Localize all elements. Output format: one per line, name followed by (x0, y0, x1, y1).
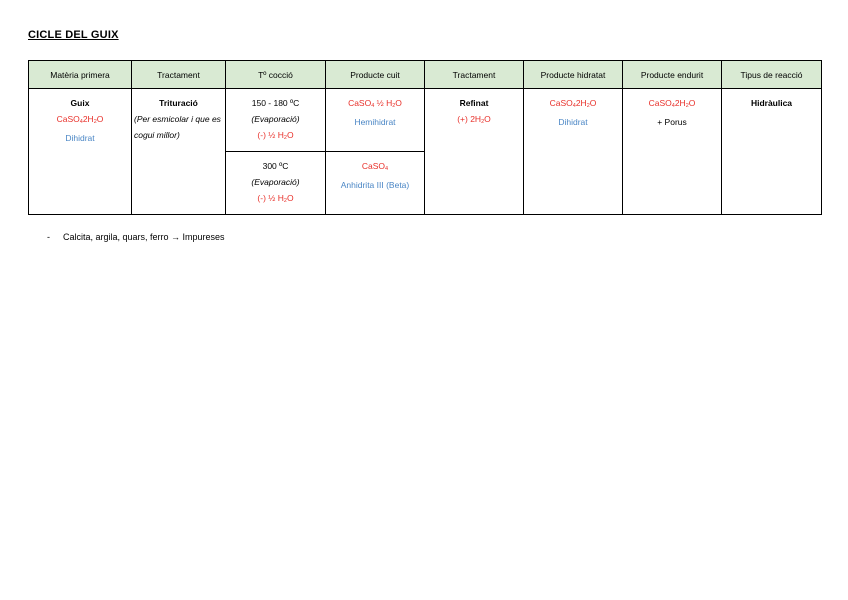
cook1-process: (Evaporació) (251, 114, 300, 124)
cook2-loss: (-) ½ $H_2O$ (257, 193, 294, 204)
treatment2-add: (+) $2H_2O$ (457, 114, 491, 125)
impurities-note (47, 232, 225, 242)
raw-formula: $CaSO_42H_2O$ (56, 114, 104, 125)
header-reaction-type: Tipus de reacció (722, 61, 822, 89)
cell-product-2 (326, 152, 425, 215)
cell-raw-material (29, 89, 132, 215)
header-cooked-product: Producte cuit (326, 61, 425, 89)
treatment1-name: Trituració (159, 98, 198, 108)
cook1-loss: (-) ½ $H_2O$ (257, 130, 294, 141)
cell-hardened (623, 89, 722, 215)
page-title: CICLE DEL GUIX (28, 29, 119, 41)
cell-product-1 (326, 89, 425, 152)
gypsum-cycle-table (28, 60, 822, 215)
reaction-type: Hidràulica (750, 98, 793, 108)
header-raw-material: Matèria primera (29, 61, 132, 89)
cook2-temp: 300 ºC (262, 161, 289, 171)
hardened-formula: $CaSO_42H_2O$ (648, 98, 696, 109)
raw-name: Guix (70, 98, 90, 108)
header-hydrated-product: Producte hidratat (524, 61, 623, 89)
cell-treatment-1 (132, 89, 226, 215)
raw-label: Dihidrat (65, 133, 95, 143)
cell-hydrated (524, 89, 623, 215)
hydrated-formula: $CaSO_42H_2O$ (549, 98, 597, 109)
cell-cook-2 (226, 152, 326, 215)
cook2-process: (Evaporació) (251, 177, 300, 187)
impurities-text: Calcita, argila, quars, ferro → Impureses (63, 232, 225, 242)
cook1-temp: 150 - 180 ºC (251, 98, 300, 108)
cell-reaction (722, 89, 822, 215)
header-hardened-product: Producte endurit (623, 61, 722, 89)
product1-formula: CaSO$_4$ ½ $H_2O$ (348, 98, 402, 109)
bullet-dash: - (47, 232, 50, 242)
header-treatment-2: Tractament (425, 61, 524, 89)
table-header-row (29, 61, 822, 89)
treatment2-name: Refinat (459, 98, 489, 108)
hardened-extra: + Porus (657, 117, 687, 127)
cell-treatment-2 (425, 89, 524, 215)
table-row (29, 89, 822, 152)
product1-label: Hemihidrat (354, 117, 396, 127)
product2-formula: CaSO$_4$ (361, 161, 389, 172)
hydrated-label: Dihidrat (558, 117, 588, 127)
header-treatment: Tractament (132, 61, 226, 89)
cell-cook-1 (226, 89, 326, 152)
header-cooking-temp: Tº cocció (226, 61, 326, 89)
treatment1-note: (Per esmicolar i que es cogui millor) (134, 114, 221, 140)
product2-label: Anhidrita III (Beta) (340, 180, 410, 190)
